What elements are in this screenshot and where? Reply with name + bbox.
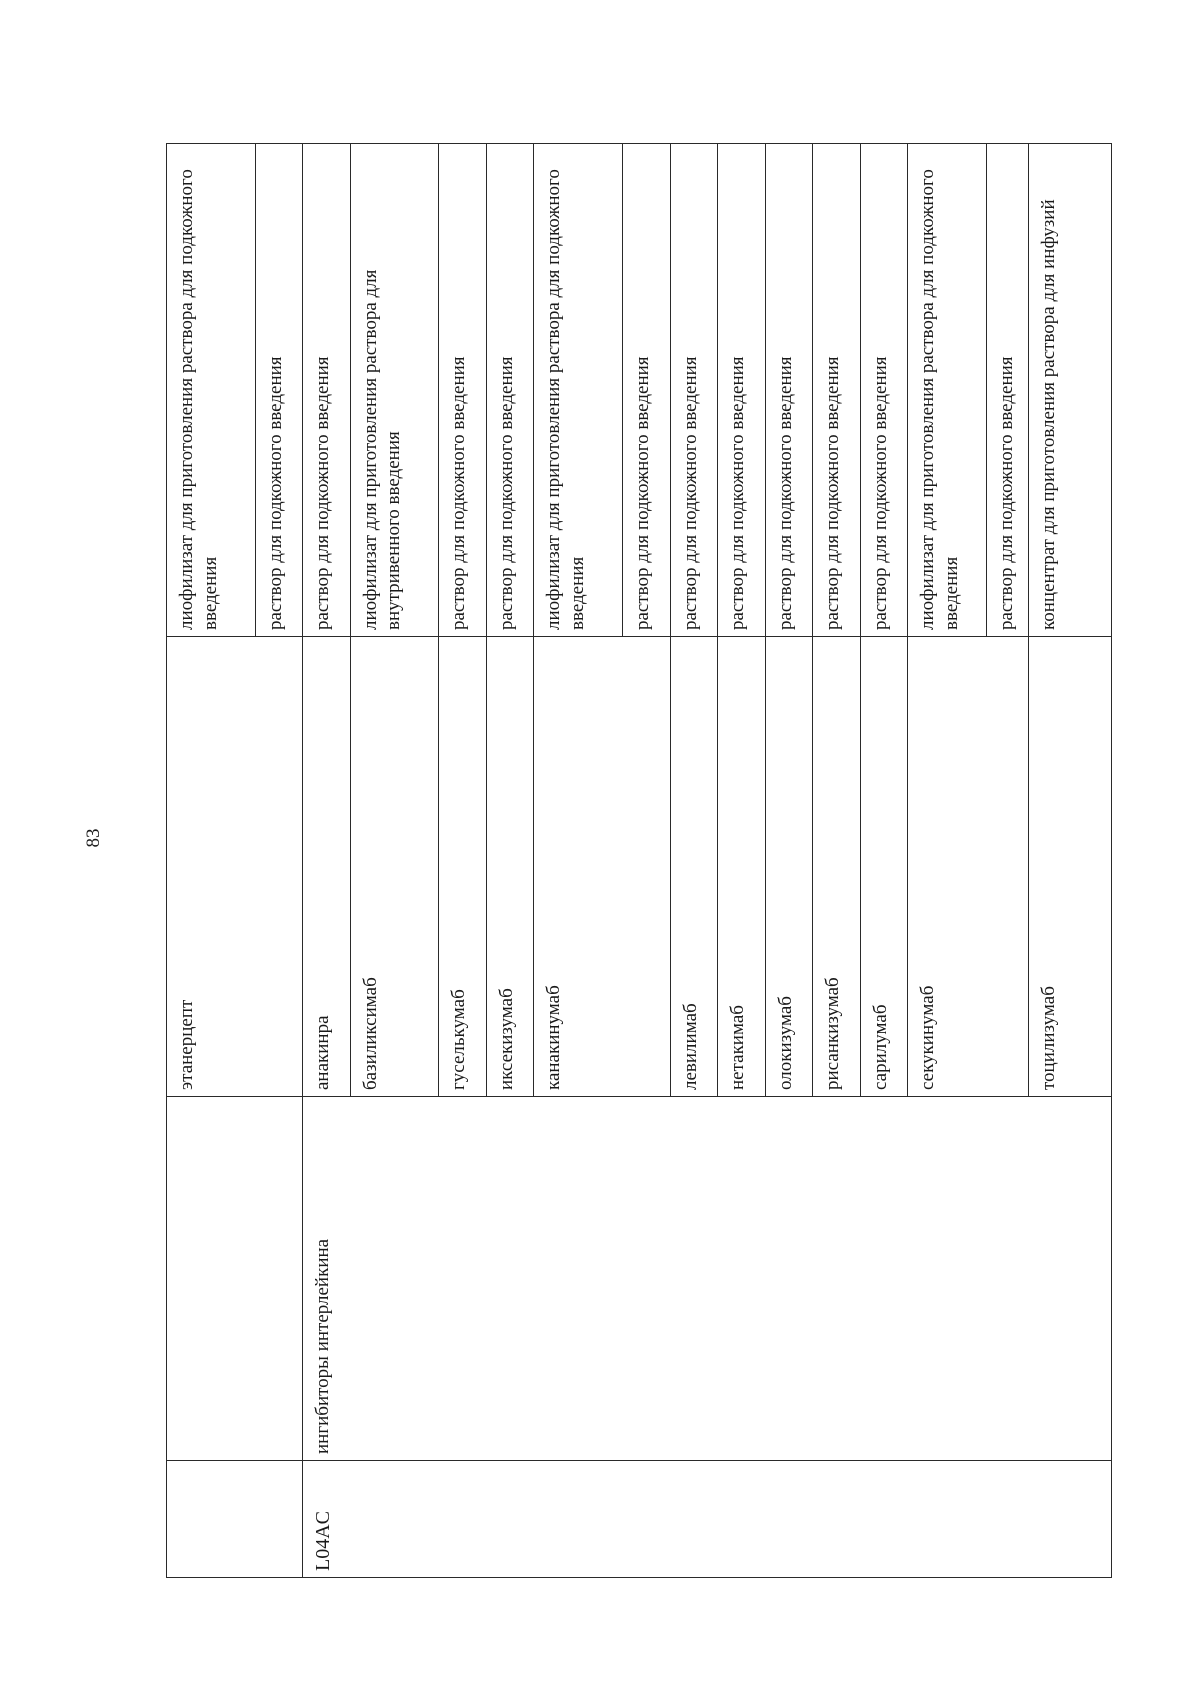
group-cell <box>167 1097 303 1461</box>
drug-name-cell: рисанкизумаб <box>813 637 861 1097</box>
group-cell: ингибиторы интерлейкина <box>303 1097 1112 1461</box>
dosage-form-cell: раствор для подкожного введения <box>303 144 351 637</box>
dosage-form-cell: лиофилизат для приготовления раствора для подкожного введения <box>167 144 256 637</box>
table-container <box>166 144 1112 1578</box>
dosage-form-cell: раствор для подкожного введения <box>765 144 813 637</box>
dosage-form-cell: раствор для подкожного введения <box>813 144 861 637</box>
dosage-form-cell: концентрат для приготовления раствора для инфузий <box>1029 144 1112 637</box>
dosage-form-cell: раствор для подкожного введения <box>486 144 534 637</box>
atc-code-cell <box>167 1461 303 1578</box>
dosage-form-cell: лиофилизат для приготовления раствора для внутривенного введения <box>350 144 439 637</box>
dosage-form-cell: раствор для подкожного введения <box>718 144 766 637</box>
drug-name-cell: левилимаб <box>670 637 718 1097</box>
atc-code-cell: L04AC <box>303 1461 1112 1578</box>
drug-name-cell: нетакимаб <box>718 637 766 1097</box>
dosage-form-cell: раствор для подкожного введения <box>255 144 303 637</box>
drug-name-cell: канакинумаб <box>534 637 670 1097</box>
drug-name-cell: гуселькумаб <box>439 637 487 1097</box>
drug-name-cell: сарилумаб <box>860 637 908 1097</box>
table-row <box>167 144 256 1578</box>
drug-name-cell: анакинра <box>303 637 351 1097</box>
drug-name-cell: этанерцепт <box>167 637 303 1097</box>
drug-name-cell: секукинумаб <box>908 637 1029 1097</box>
dosage-form-cell: лиофилизат для приготовления раствора для подкожного введения <box>908 144 987 637</box>
page-number: 83 <box>83 828 104 848</box>
dosage-form-cell: раствор для подкожного введения <box>987 144 1029 637</box>
table-row <box>303 144 351 1578</box>
dosage-form-cell: раствор для подкожного введения <box>623 144 671 637</box>
drug-table <box>166 143 1112 1578</box>
dosage-form-cell: раствор для подкожного введения <box>670 144 718 637</box>
drug-name-cell: базиликсимаб <box>350 637 439 1097</box>
dosage-form-cell: лиофилизат для приготовления раствора для подкожного введения <box>534 144 623 637</box>
dosage-form-cell: раствор для подкожного введения <box>439 144 487 637</box>
dosage-form-cell: раствор для подкожного введения <box>860 144 908 637</box>
drug-name-cell: олокизумаб <box>765 637 813 1097</box>
drug-name-cell: иксекизумаб <box>486 637 534 1097</box>
drug-name-cell: тоцилизумаб <box>1029 637 1112 1097</box>
